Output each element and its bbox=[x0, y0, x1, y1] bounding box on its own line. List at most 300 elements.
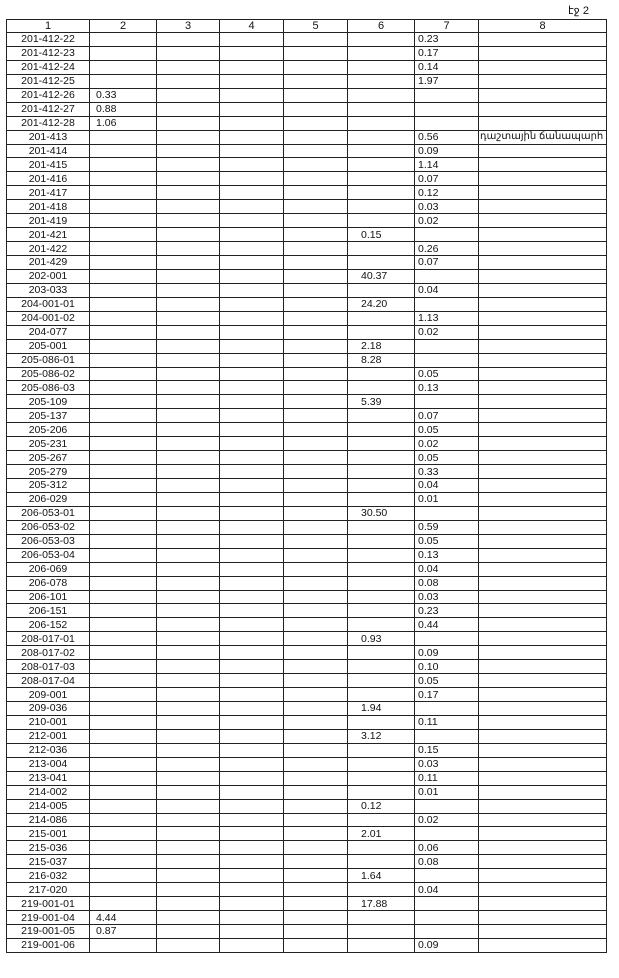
table-cell-col-3 bbox=[157, 492, 220, 506]
table-cell-col-5 bbox=[284, 186, 348, 200]
table-row bbox=[7, 451, 607, 465]
table-cell-col-3 bbox=[157, 911, 220, 925]
table-cell-col-6 bbox=[348, 813, 415, 827]
parcel-code-cell: 206-053-04 bbox=[7, 548, 90, 562]
table-cell-col-4 bbox=[220, 688, 284, 702]
table-cell-col-7 bbox=[415, 632, 479, 646]
table-cell-col-4 bbox=[220, 297, 284, 311]
parcel-code-cell: 202-001 bbox=[7, 269, 90, 283]
table-cell-col-2 bbox=[90, 395, 157, 409]
table-row bbox=[7, 938, 607, 952]
table-row bbox=[7, 339, 607, 353]
table-row bbox=[7, 130, 607, 144]
table-cell-col-8 bbox=[479, 548, 607, 562]
table-cell-col-6 bbox=[348, 465, 415, 479]
table-cell-col-6 bbox=[348, 855, 415, 869]
table-cell-col-3 bbox=[157, 534, 220, 548]
table-cell-col-2 bbox=[90, 827, 157, 841]
table-row bbox=[7, 102, 607, 116]
parcel-code-cell: 201-412-27 bbox=[7, 102, 90, 116]
table-cell-col-7: 0.04 bbox=[415, 883, 479, 897]
table-cell-col-5 bbox=[284, 381, 348, 395]
table-cell-col-4 bbox=[220, 869, 284, 883]
table-cell-col-5 bbox=[284, 200, 348, 214]
table-cell-col-4 bbox=[220, 938, 284, 952]
parcel-code-cell: 206-053-01 bbox=[7, 506, 90, 520]
column-header-2: 2 bbox=[90, 20, 157, 33]
table-cell-col-2 bbox=[90, 479, 157, 493]
table-cell-col-2 bbox=[90, 897, 157, 911]
table-cell-col-8 bbox=[479, 158, 607, 172]
table-cell-col-6 bbox=[348, 576, 415, 590]
table-cell-col-5 bbox=[284, 799, 348, 813]
parcel-code-cell: 201-418 bbox=[7, 200, 90, 214]
table-cell-col-6: 2.18 bbox=[348, 339, 415, 353]
table-row bbox=[7, 144, 607, 158]
table-cell-col-8 bbox=[479, 269, 607, 283]
table-cell-col-5 bbox=[284, 660, 348, 674]
table-row bbox=[7, 743, 607, 757]
table-cell-col-7 bbox=[415, 116, 479, 130]
table-cell-col-2 bbox=[90, 437, 157, 451]
table-cell-col-2 bbox=[90, 618, 157, 632]
table-cell-col-7: 1.13 bbox=[415, 311, 479, 325]
table-cell-col-5 bbox=[284, 757, 348, 771]
table-cell-col-2 bbox=[90, 604, 157, 618]
parcel-code-cell: 214-002 bbox=[7, 785, 90, 799]
column-header-6: 6 bbox=[348, 20, 415, 33]
table-cell-col-7: 0.07 bbox=[415, 172, 479, 186]
table-row bbox=[7, 925, 607, 939]
parcel-code-cell: 205-279 bbox=[7, 465, 90, 479]
table-cell-col-3 bbox=[157, 562, 220, 576]
table-cell-col-7: 0.09 bbox=[415, 938, 479, 952]
table-cell-col-6 bbox=[348, 590, 415, 604]
table-cell-col-3 bbox=[157, 74, 220, 88]
table-cell-col-7: 0.01 bbox=[415, 492, 479, 506]
table-cell-col-7: 0.26 bbox=[415, 242, 479, 256]
table-cell-col-8 bbox=[479, 33, 607, 47]
table-cell-col-8 bbox=[479, 465, 607, 479]
table-cell-col-8 bbox=[479, 911, 607, 925]
table-cell-col-8 bbox=[479, 506, 607, 520]
table-cell-col-3 bbox=[157, 60, 220, 74]
table-cell-col-4 bbox=[220, 520, 284, 534]
table-row bbox=[7, 618, 607, 632]
table-row bbox=[7, 33, 607, 47]
table-cell-col-2 bbox=[90, 492, 157, 506]
parcel-code-cell: 205-312 bbox=[7, 479, 90, 493]
table-cell-col-8 bbox=[479, 757, 607, 771]
table-cell-col-6: 1.94 bbox=[348, 702, 415, 716]
table-cell-col-5 bbox=[284, 88, 348, 102]
table-cell-col-4 bbox=[220, 841, 284, 855]
parcel-code-cell: 201-419 bbox=[7, 214, 90, 228]
parcel-code-cell: 205-109 bbox=[7, 395, 90, 409]
table-cell-col-2 bbox=[90, 674, 157, 688]
parcel-code-cell: 204-077 bbox=[7, 325, 90, 339]
table-body bbox=[7, 33, 607, 953]
table-cell-col-2 bbox=[90, 33, 157, 47]
parcel-code-cell: 212-036 bbox=[7, 743, 90, 757]
parcel-code-cell: 212-001 bbox=[7, 729, 90, 743]
table-cell-col-8 bbox=[479, 46, 607, 60]
table-cell-col-6 bbox=[348, 33, 415, 47]
table-cell-col-3 bbox=[157, 283, 220, 297]
table-cell-col-8 bbox=[479, 228, 607, 242]
table-cell-col-2 bbox=[90, 757, 157, 771]
table-cell-col-3 bbox=[157, 269, 220, 283]
table-row bbox=[7, 395, 607, 409]
table-row bbox=[7, 88, 607, 102]
table-cell-col-7: 0.33 bbox=[415, 465, 479, 479]
table-cell-col-6 bbox=[348, 381, 415, 395]
table-cell-col-6 bbox=[348, 743, 415, 757]
table-cell-col-6 bbox=[348, 925, 415, 939]
table-cell-col-6 bbox=[348, 646, 415, 660]
table-cell-col-7: 0.05 bbox=[415, 367, 479, 381]
table-cell-col-5 bbox=[284, 520, 348, 534]
table-cell-col-5 bbox=[284, 367, 348, 381]
table-cell-col-8 bbox=[479, 590, 607, 604]
table-cell-col-2 bbox=[90, 465, 157, 479]
table-cell-col-8 bbox=[479, 618, 607, 632]
table-cell-col-4 bbox=[220, 367, 284, 381]
table-cell-col-6 bbox=[348, 562, 415, 576]
parcel-code-cell: 213-004 bbox=[7, 757, 90, 771]
table-cell-col-3 bbox=[157, 297, 220, 311]
table-cell-col-3 bbox=[157, 311, 220, 325]
parcel-code-cell: 213-041 bbox=[7, 771, 90, 785]
table-cell-col-7: 0.05 bbox=[415, 534, 479, 548]
parcel-code-cell: 208-017-02 bbox=[7, 646, 90, 660]
table-cell-col-3 bbox=[157, 130, 220, 144]
table-cell-col-2 bbox=[90, 799, 157, 813]
table-cell-col-4 bbox=[220, 827, 284, 841]
table-cell-col-3 bbox=[157, 883, 220, 897]
table-cell-col-2 bbox=[90, 660, 157, 674]
table-row bbox=[7, 548, 607, 562]
table-row bbox=[7, 367, 607, 381]
table-cell-col-4 bbox=[220, 632, 284, 646]
table-cell-col-5 bbox=[284, 283, 348, 297]
column-header-8: 8 bbox=[479, 20, 607, 33]
parcel-code-cell: 201-412-24 bbox=[7, 60, 90, 74]
table-cell-col-7 bbox=[415, 88, 479, 102]
table-cell-col-4 bbox=[220, 144, 284, 158]
table-cell-col-3 bbox=[157, 576, 220, 590]
table-cell-col-5 bbox=[284, 325, 348, 339]
table-row bbox=[7, 74, 607, 88]
parcel-code-cell: 206-053-02 bbox=[7, 520, 90, 534]
table-cell-col-7 bbox=[415, 353, 479, 367]
table-cell-col-6 bbox=[348, 60, 415, 74]
table-cell-col-4 bbox=[220, 158, 284, 172]
table-cell-col-2 bbox=[90, 158, 157, 172]
table-row bbox=[7, 506, 607, 520]
table-cell-col-7: 0.08 bbox=[415, 855, 479, 869]
table-cell-col-8 bbox=[479, 297, 607, 311]
table-cell-col-8 bbox=[479, 869, 607, 883]
table-cell-col-6 bbox=[348, 423, 415, 437]
table-cell-col-8 bbox=[479, 60, 607, 74]
table-cell-col-4 bbox=[220, 214, 284, 228]
table-cell-col-3 bbox=[157, 116, 220, 130]
table-cell-col-2 bbox=[90, 242, 157, 256]
table-cell-col-5 bbox=[284, 214, 348, 228]
table-cell-col-2 bbox=[90, 813, 157, 827]
table-cell-col-2 bbox=[90, 785, 157, 799]
table-cell-col-7 bbox=[415, 228, 479, 242]
table-cell-col-4 bbox=[220, 883, 284, 897]
table-cell-col-2 bbox=[90, 283, 157, 297]
table-cell-col-5 bbox=[284, 256, 348, 270]
table-cell-col-2 bbox=[90, 743, 157, 757]
parcel-code-cell: 209-036 bbox=[7, 702, 90, 716]
table-cell-col-2 bbox=[90, 883, 157, 897]
table-cell-col-3 bbox=[157, 256, 220, 270]
table-cell-col-8 bbox=[479, 186, 607, 200]
table-cell-col-8 bbox=[479, 632, 607, 646]
table-cell-col-2 bbox=[90, 325, 157, 339]
table-cell-col-2 bbox=[90, 534, 157, 548]
parcel-code-cell: 209-001 bbox=[7, 688, 90, 702]
table-cell-col-8 bbox=[479, 646, 607, 660]
table-cell-col-2 bbox=[90, 938, 157, 952]
column-header-5: 5 bbox=[284, 20, 348, 33]
table-cell-col-2 bbox=[90, 74, 157, 88]
table-cell-col-5 bbox=[284, 479, 348, 493]
table-cell-col-5 bbox=[284, 437, 348, 451]
table-row bbox=[7, 242, 607, 256]
table-cell-col-3 bbox=[157, 869, 220, 883]
table-cell-col-3 bbox=[157, 228, 220, 242]
table-cell-col-6 bbox=[348, 144, 415, 158]
parcel-code-cell: 206-029 bbox=[7, 492, 90, 506]
table-cell-col-3 bbox=[157, 702, 220, 716]
table-cell-col-3 bbox=[157, 827, 220, 841]
table-row bbox=[7, 576, 607, 590]
table-cell-col-3 bbox=[157, 813, 220, 827]
table-cell-col-2 bbox=[90, 269, 157, 283]
table-row bbox=[7, 297, 607, 311]
table-cell-col-4 bbox=[220, 646, 284, 660]
table-cell-col-6 bbox=[348, 367, 415, 381]
table-row bbox=[7, 409, 607, 423]
table-cell-col-5 bbox=[284, 813, 348, 827]
table-cell-col-5 bbox=[284, 604, 348, 618]
parcel-code-cell: 215-001 bbox=[7, 827, 90, 841]
parcel-code-cell: 208-017-04 bbox=[7, 674, 90, 688]
table-cell-col-4 bbox=[220, 674, 284, 688]
table-cell-col-3 bbox=[157, 506, 220, 520]
table-cell-col-3 bbox=[157, 186, 220, 200]
table-cell-col-5 bbox=[284, 897, 348, 911]
table-cell-col-5 bbox=[284, 395, 348, 409]
table-cell-col-3 bbox=[157, 353, 220, 367]
table-cell-col-8 bbox=[479, 88, 607, 102]
table-cell-col-5 bbox=[284, 855, 348, 869]
table-cell-col-5 bbox=[284, 646, 348, 660]
parcel-code-cell: 205-267 bbox=[7, 451, 90, 465]
table-cell-col-2 bbox=[90, 771, 157, 785]
table-cell-col-8 bbox=[479, 660, 607, 674]
table-cell-col-7: 0.59 bbox=[415, 520, 479, 534]
table-cell-col-7 bbox=[415, 799, 479, 813]
table-cell-col-5 bbox=[284, 883, 348, 897]
parcel-code-cell: 206-151 bbox=[7, 604, 90, 618]
table-cell-col-4 bbox=[220, 325, 284, 339]
table-cell-col-2 bbox=[90, 576, 157, 590]
table-cell-col-7 bbox=[415, 827, 479, 841]
table-cell-col-6 bbox=[348, 242, 415, 256]
table-cell-col-3 bbox=[157, 325, 220, 339]
table-cell-col-7 bbox=[415, 102, 479, 116]
table-cell-col-6 bbox=[348, 200, 415, 214]
table-cell-col-3 bbox=[157, 855, 220, 869]
table-cell-col-6 bbox=[348, 325, 415, 339]
table-cell-col-6 bbox=[348, 186, 415, 200]
table-cell-col-2 bbox=[90, 409, 157, 423]
table-cell-col-5 bbox=[284, 492, 348, 506]
table-row bbox=[7, 883, 607, 897]
table-cell-col-8 bbox=[479, 688, 607, 702]
parcel-code-cell: 204-001-02 bbox=[7, 311, 90, 325]
table-cell-col-2 bbox=[90, 200, 157, 214]
table-cell-col-8 bbox=[479, 311, 607, 325]
parcel-code-cell: 205-231 bbox=[7, 437, 90, 451]
table-cell-col-2 bbox=[90, 214, 157, 228]
table-cell-col-7: 0.11 bbox=[415, 715, 479, 729]
table-cell-col-7: 0.04 bbox=[415, 562, 479, 576]
table-cell-col-5 bbox=[284, 144, 348, 158]
table-cell-col-3 bbox=[157, 938, 220, 952]
table-cell-col-6 bbox=[348, 116, 415, 130]
table-cell-col-2 bbox=[90, 729, 157, 743]
table-cell-col-2 bbox=[90, 297, 157, 311]
parcel-code-cell: 215-036 bbox=[7, 841, 90, 855]
table-cell-col-5 bbox=[284, 715, 348, 729]
parcel-code-cell: 219-001-05 bbox=[7, 925, 90, 939]
table-row bbox=[7, 353, 607, 367]
parcel-code-cell: 201-422 bbox=[7, 242, 90, 256]
table-cell-col-4 bbox=[220, 74, 284, 88]
table-cell-col-7 bbox=[415, 911, 479, 925]
table-cell-col-2: 4.44 bbox=[90, 911, 157, 925]
table-cell-col-7: 0.04 bbox=[415, 479, 479, 493]
table-cell-col-3 bbox=[157, 88, 220, 102]
table-cell-col-7: 0.05 bbox=[415, 451, 479, 465]
table-cell-col-8 bbox=[479, 855, 607, 869]
table-cell-col-7: 1.97 bbox=[415, 74, 479, 88]
table-cell-col-2: 0.33 bbox=[90, 88, 157, 102]
table-cell-col-6 bbox=[348, 520, 415, 534]
table-cell-col-3 bbox=[157, 548, 220, 562]
table-cell-col-6 bbox=[348, 451, 415, 465]
table-cell-col-2 bbox=[90, 506, 157, 520]
table-cell-col-4 bbox=[220, 381, 284, 395]
table-row bbox=[7, 186, 607, 200]
table-row bbox=[7, 46, 607, 60]
table-cell-col-4 bbox=[220, 186, 284, 200]
table-cell-col-3 bbox=[157, 646, 220, 660]
parcel-code-cell: 201-412-28 bbox=[7, 116, 90, 130]
table-row bbox=[7, 869, 607, 883]
table-cell-col-3 bbox=[157, 437, 220, 451]
table-cell-col-7 bbox=[415, 729, 479, 743]
table-cell-col-4 bbox=[220, 562, 284, 576]
table-cell-col-2 bbox=[90, 339, 157, 353]
table-cell-col-8 bbox=[479, 451, 607, 465]
table-cell-col-3 bbox=[157, 102, 220, 116]
table-cell-col-6 bbox=[348, 158, 415, 172]
table-cell-col-7: 0.09 bbox=[415, 144, 479, 158]
table-cell-col-8 bbox=[479, 841, 607, 855]
table-cell-col-8 bbox=[479, 562, 607, 576]
table-cell-col-5 bbox=[284, 506, 348, 520]
table-cell-col-3 bbox=[157, 46, 220, 60]
table-cell-col-8 bbox=[479, 367, 607, 381]
table-cell-col-4 bbox=[220, 911, 284, 925]
table-cell-col-7: 0.08 bbox=[415, 576, 479, 590]
table-cell-col-3 bbox=[157, 465, 220, 479]
table-cell-col-4 bbox=[220, 771, 284, 785]
parcel-code-cell: 210-001 bbox=[7, 715, 90, 729]
table-cell-col-7: 0.56 bbox=[415, 130, 479, 144]
table-cell-col-3 bbox=[157, 451, 220, 465]
table-cell-col-2 bbox=[90, 562, 157, 576]
table-row bbox=[7, 116, 607, 130]
table-cell-col-7 bbox=[415, 395, 479, 409]
table-cell-col-6: 17.88 bbox=[348, 897, 415, 911]
table-row bbox=[7, 158, 607, 172]
table-cell-col-7: 0.03 bbox=[415, 757, 479, 771]
table-cell-col-4 bbox=[220, 353, 284, 367]
table-cell-col-5 bbox=[284, 618, 348, 632]
table-cell-col-6 bbox=[348, 757, 415, 771]
table-row bbox=[7, 381, 607, 395]
table-cell-col-5 bbox=[284, 409, 348, 423]
table-cell-col-8 bbox=[479, 771, 607, 785]
table-cell-col-4 bbox=[220, 715, 284, 729]
table-cell-col-4 bbox=[220, 492, 284, 506]
table-row bbox=[7, 283, 607, 297]
table-cell-col-2 bbox=[90, 548, 157, 562]
table-cell-col-8 bbox=[479, 200, 607, 214]
parcel-code-cell: 205-086-02 bbox=[7, 367, 90, 381]
table-cell-col-6 bbox=[348, 492, 415, 506]
table-cell-col-7: 0.04 bbox=[415, 283, 479, 297]
table-row bbox=[7, 200, 607, 214]
parcel-code-cell: 206-152 bbox=[7, 618, 90, 632]
table-cell-col-3 bbox=[157, 242, 220, 256]
table-cell-col-8 bbox=[479, 242, 607, 256]
table-row bbox=[7, 897, 607, 911]
table-cell-col-3 bbox=[157, 688, 220, 702]
table-cell-col-7: 0.05 bbox=[415, 674, 479, 688]
table-cell-col-4 bbox=[220, 88, 284, 102]
table-cell-col-3 bbox=[157, 841, 220, 855]
table-cell-col-8 bbox=[479, 715, 607, 729]
table-row bbox=[7, 534, 607, 548]
table-cell-col-4 bbox=[220, 60, 284, 74]
table-cell-col-8 bbox=[479, 381, 607, 395]
table-row bbox=[7, 311, 607, 325]
table-cell-col-8 bbox=[479, 883, 607, 897]
table-row bbox=[7, 632, 607, 646]
table-cell-col-7: 0.15 bbox=[415, 743, 479, 757]
table-cell-col-7: 0.17 bbox=[415, 46, 479, 60]
